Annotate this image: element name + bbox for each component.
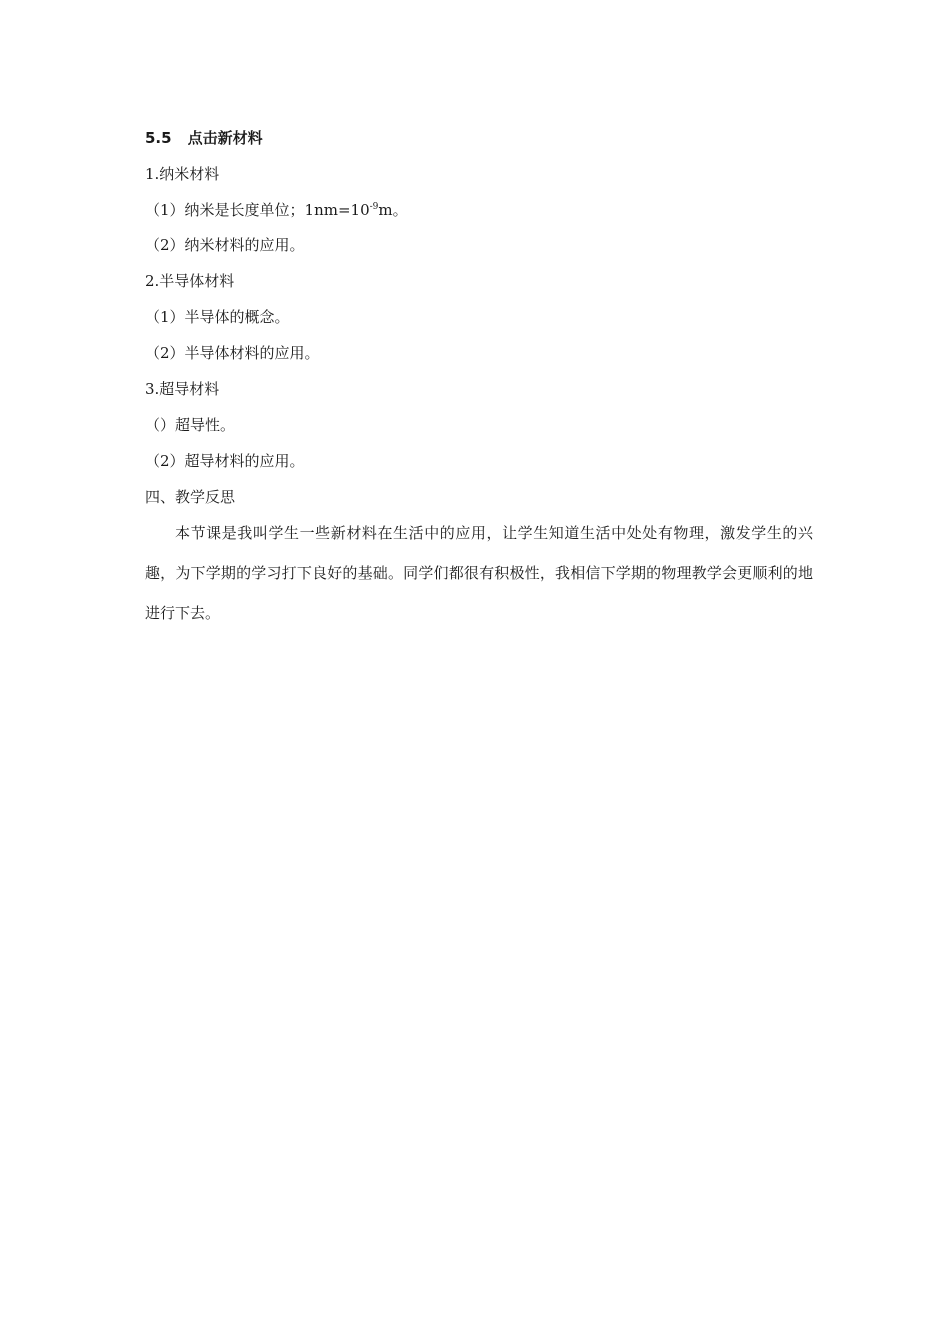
item-superconductivity: （）超导性。 [145, 416, 236, 434]
section-title [145, 128, 263, 148]
heading-semiconductor: 2.半导体材料 [145, 272, 235, 290]
item-nano-unit-suffix: m。 [378, 201, 408, 219]
heading-teaching-reflection: 四、教学反思 [145, 488, 236, 506]
heading-superconductor: 3.超导材料 [145, 380, 220, 398]
item-semiconductor-concept: （1）半导体的概念。 [145, 308, 290, 326]
heading-nano-materials: 1.纳米材料 [145, 165, 220, 183]
reflection-paragraph: 本节课是我叫学生一些新材料在生活中的应用，让学生知道生活中处处有物理，激发学生的兴趣，为下学期的学习打下良好的基础。同学们都很有积极性，我相信下学期的物理教学会更顺利的地进行下去。 [145, 524, 813, 622]
item-semiconductor-application: （2）半导体材料的应用。 [145, 344, 320, 362]
section-number: 5.5 [145, 129, 172, 147]
item-nano-unit-exponent: -9 [369, 202, 379, 212]
item-nano-unit [145, 200, 408, 220]
item-nano-unit-text: （1）纳米是长度单位；1nm=10 [145, 201, 370, 219]
section-title-text: 点击新材料 [187, 129, 263, 147]
item-nano-application: （2）纳米材料的应用。 [145, 236, 305, 254]
item-superconductor-application: （2）超导材料的应用。 [145, 452, 305, 470]
